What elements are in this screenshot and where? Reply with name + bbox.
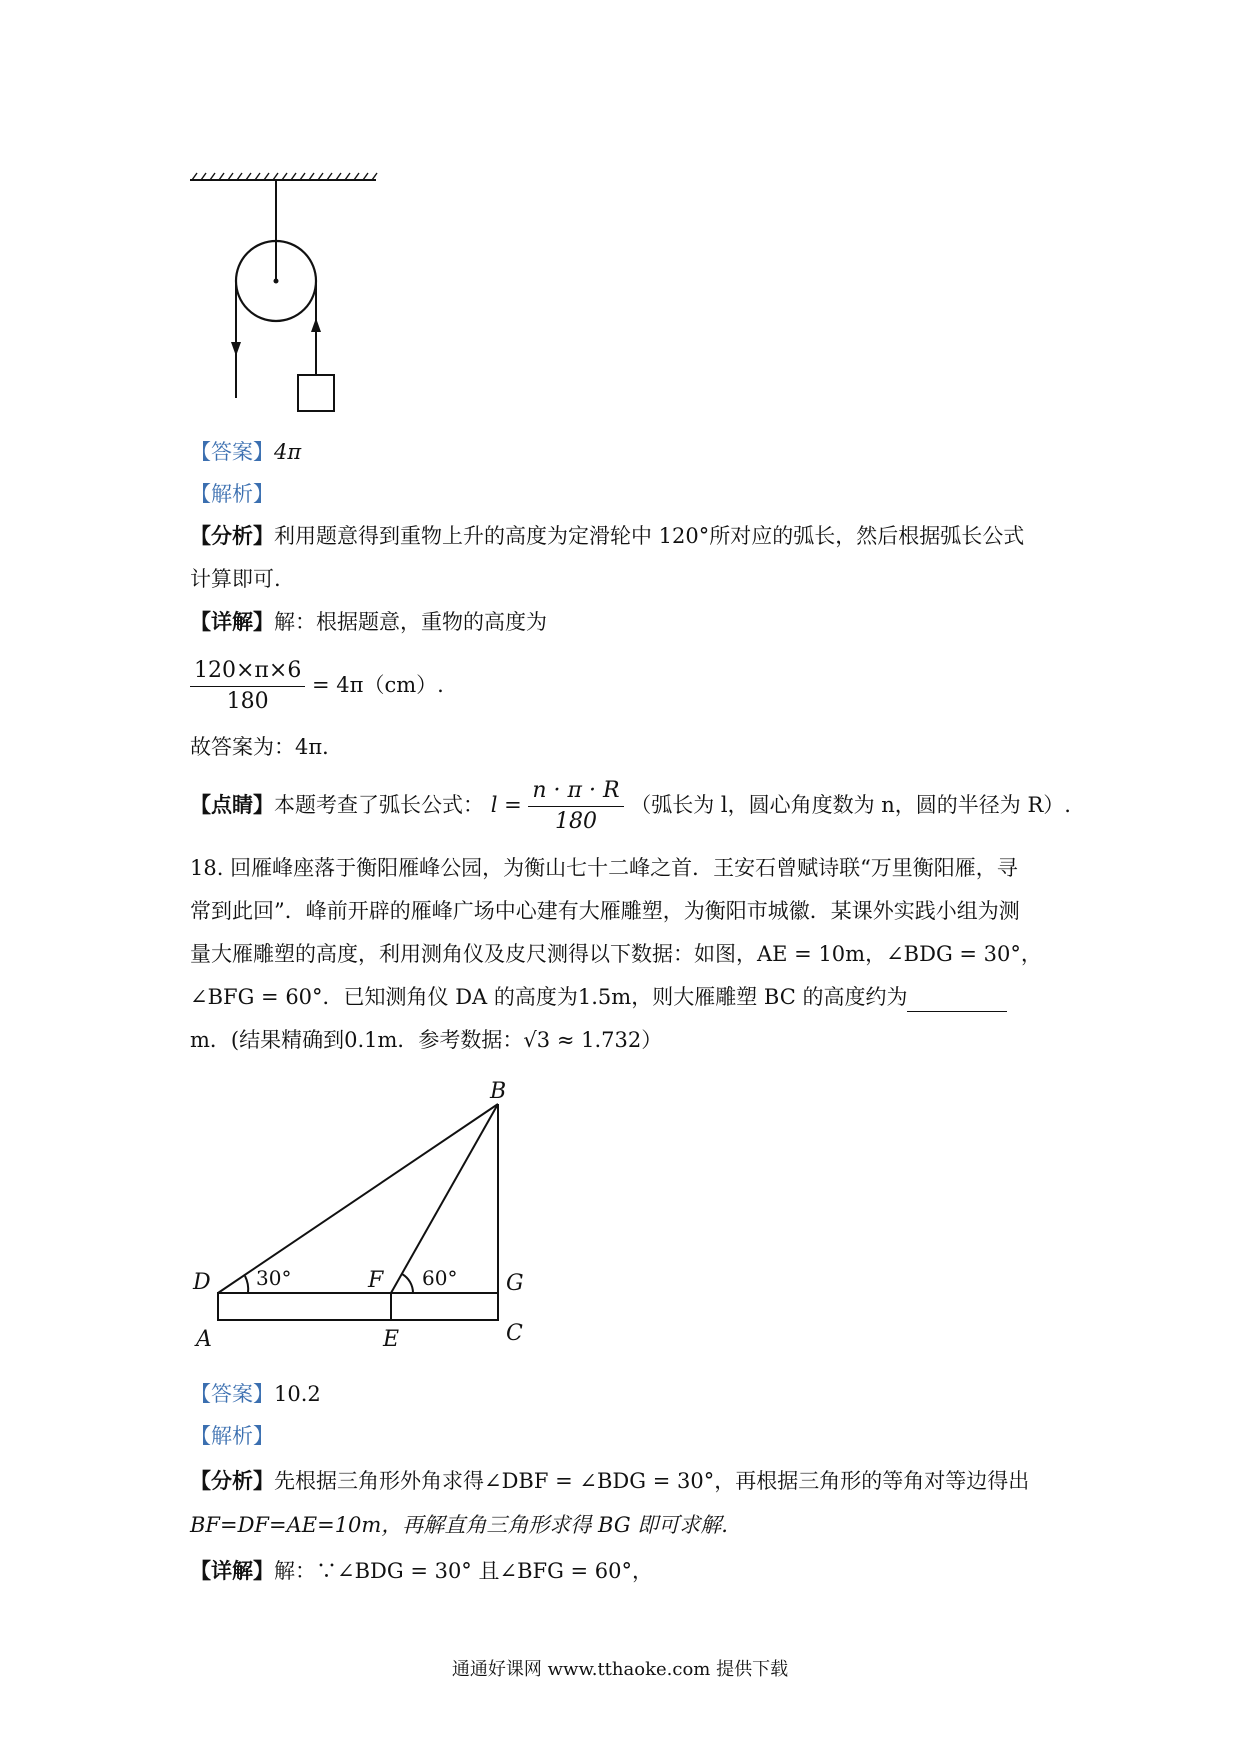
label-F: F: [368, 1268, 384, 1293]
q17-formula: [190, 652, 444, 718]
note-tag: 【点睛】: [190, 792, 274, 817]
analysis-tag: 【解析】: [190, 482, 274, 506]
q17-answer-line: [190, 437, 301, 467]
fenxi-text-1: 利用题意得到重物上升的高度为定滑轮中 120°所对应的弧长，然后根据弧长公式: [274, 524, 1025, 548]
line-DB: [218, 1104, 498, 1293]
answer-value-18: 10.2: [274, 1382, 321, 1406]
q18-fenxi-line1: [190, 1466, 1029, 1496]
label-B: B: [490, 1080, 507, 1104]
fenxi-tag-18: 【分析】: [190, 1468, 274, 1493]
detail-tag: 【详解】: [190, 609, 274, 634]
angle-arc-F: [402, 1274, 413, 1293]
fenxi-tag: 【分析】: [190, 523, 274, 548]
up-arrow: [311, 318, 321, 332]
note-text: 本题考查了弧长公式：: [274, 793, 484, 817]
label-C: C: [506, 1321, 523, 1346]
q18-text-4: ∠BFG = 60°．已知测角仪 DA 的高度为1.5m，则大雁雕塑 BC 的高度约为: [190, 985, 908, 1009]
angle-arc-D: [245, 1276, 248, 1293]
answer-blank: [907, 989, 1007, 1012]
geometry-figure: [190, 1080, 550, 1350]
q17-analysis-line: [190, 479, 274, 509]
label-G: G: [506, 1271, 524, 1296]
conclusion-text: 故答案为：4π．: [190, 735, 344, 759]
page-footer: 通通好课网 www.tthaoke.com 提供下载: [451, 1659, 789, 1680]
q18-line2: [190, 896, 1020, 926]
q18-text-1: 18. 回雁峰座落于衡阳雁峰公园，为衡山七十二峰之首．王安石曾赋诗联“万里衡阳雁，寻: [190, 856, 1018, 880]
answer-value: 4π: [274, 440, 302, 464]
label-E: E: [383, 1327, 400, 1350]
ceiling-hatch: [192, 173, 377, 180]
fenxi-text-18-2: BF=DF=AE=10m，再解直角三角形求得 BG 即可求解.: [190, 1513, 728, 1537]
q17-fenxi-line2: [190, 564, 281, 594]
q18-line4: [190, 982, 1007, 1012]
pulley-axle: [274, 279, 279, 284]
q18-line3: [190, 939, 1042, 969]
q17-note: [190, 772, 1071, 838]
note-numerator: n · π · R: [528, 776, 623, 807]
formula-rhs: = 4π（cm）.: [312, 673, 444, 697]
q18-line5: [190, 1025, 662, 1055]
label-D: D: [193, 1270, 211, 1295]
formula-fraction: [190, 656, 305, 717]
weight-box: [298, 375, 334, 411]
q18-text-5: m．(结果精确到0.1m．参考数据：√3 ≈ 1.732）: [190, 1028, 663, 1052]
instrument-rect: [218, 1293, 498, 1320]
q17-conclusion: [190, 732, 343, 762]
detail-text-18: 解：∵∠BDG = 30° 且∠BFG = 60°，: [274, 1559, 654, 1583]
label-A: A: [196, 1327, 212, 1350]
detail-text: 解：根据题意，重物的高度为: [274, 610, 547, 634]
note-denominator: 180: [554, 809, 597, 834]
note-fraction: [528, 776, 623, 837]
formula-denominator: 180: [226, 689, 269, 714]
q18-text-3: 量大雁雕塑的高度，利用测角仪及皮尺测得以下数据：如图，AE = 10m，∠BDG = 30°，: [190, 942, 1042, 966]
answer-tag-18: 【答案】: [190, 1382, 274, 1406]
angle-label-60: 60°: [422, 1266, 458, 1290]
detail-tag-18: 【详解】: [190, 1558, 274, 1583]
q18-analysis-line: [190, 1421, 274, 1451]
angle-label-30: 30°: [256, 1266, 292, 1290]
analysis-tag-18: 【解析】: [190, 1424, 274, 1448]
pulley-figure: [180, 170, 380, 415]
q18-detail-line: [190, 1556, 653, 1586]
q17-fenxi-line1: [190, 521, 1024, 551]
q18-text-2: 常到此回”．峰前开辟的雁峰广场中心建有大雁雕塑，为衡阳市城徽．某课外实践小组为测: [190, 899, 1020, 923]
fenxi-text-2: 计算即可.: [190, 567, 281, 591]
down-arrow: [231, 342, 241, 356]
line-FB: [391, 1104, 498, 1293]
q18-line1: [190, 853, 1018, 883]
fenxi-text-18-1: 先根据三角形外角求得∠DBF = ∠BDG = 30°，再根据三角形的等角对等边得出: [274, 1469, 1030, 1493]
note-tail: （弧长为 l，圆心角度数为 n，圆的半径为 R）.: [630, 793, 1071, 817]
q17-detail-line: [190, 607, 547, 637]
note-formula-lhs: l =: [490, 793, 522, 817]
answer-tag: 【答案】: [190, 440, 274, 464]
q18-fenxi-line2: [190, 1510, 728, 1540]
formula-numerator: 120×π×6: [190, 656, 305, 687]
q18-answer-line: [190, 1379, 321, 1409]
